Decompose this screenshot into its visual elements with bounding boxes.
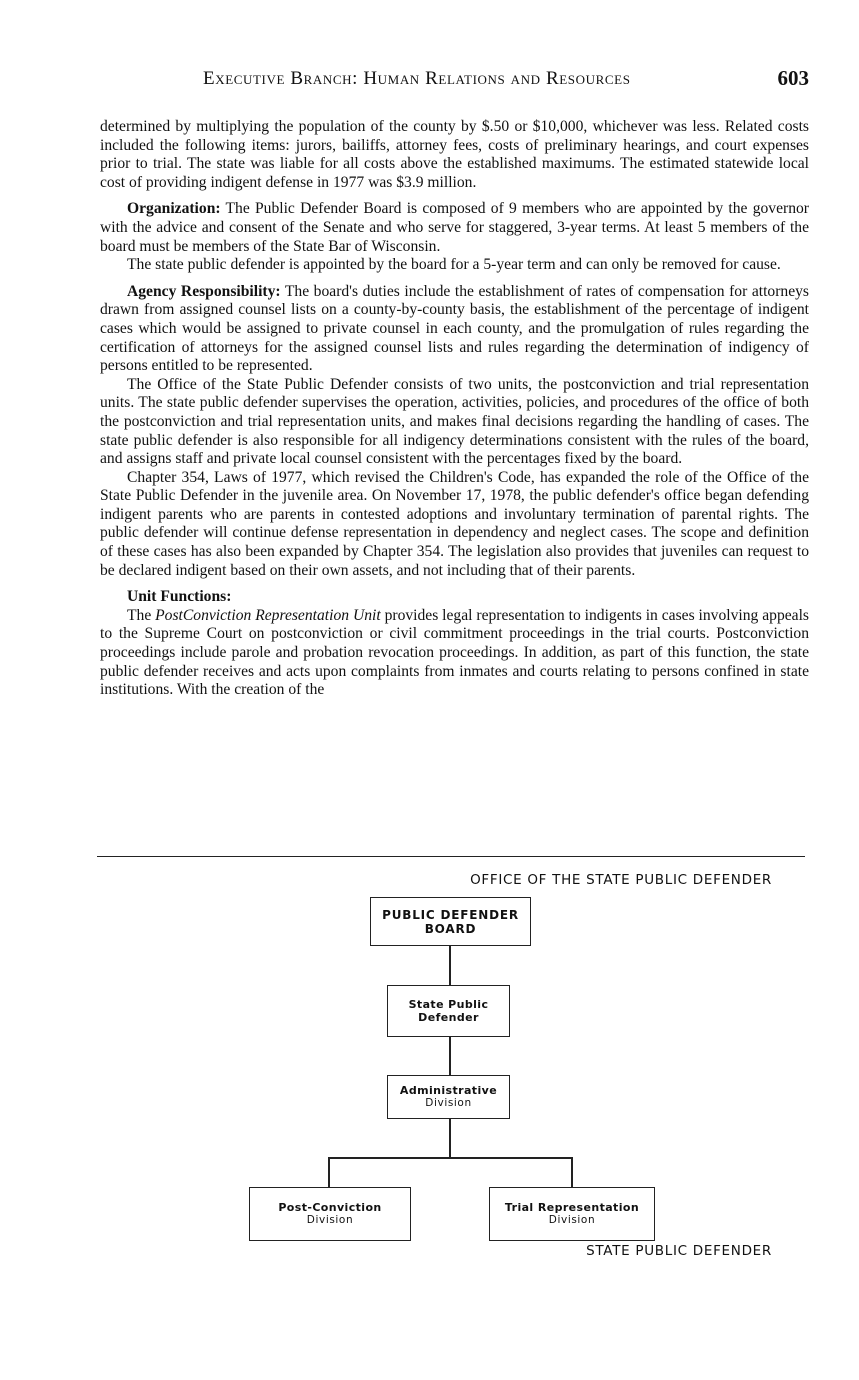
postconviction-line1: Post-Conviction — [278, 1201, 382, 1214]
postconviction-text: provides legal representation to indigents in cases involving appeals to the Supreme Court on postconviction or civil commitment proceedings in the trial courts. Postconviction proceedings include parole and probation revocation proceedings. In addition, as part of this function, the state public defender receives and acts upon complaints from inmates and courts relating to persons confined in state institutions. With the creation of the — [100, 606, 809, 699]
paragraph-appointment: The state public defender is appointed by the board for a 5-year term and can only be removed for cause. — [127, 256, 781, 274]
heading-organization: Organization: — [127, 200, 221, 218]
header-title: Executive Branch: Human Relations and Resources — [203, 68, 631, 89]
section-divider — [97, 856, 805, 857]
paragraph-organization — [100, 200, 809, 256]
organization-text: The Public Defender Board is composed of 9 members who are appointed by the governor with the advice and consent of the Senate and who serve for staggered, 3-year terms. At least 5 members of the board must be members of the State Bar of Wisconsin. — [100, 200, 809, 255]
postconviction-unit-name: PostConviction Representation Unit — [155, 606, 381, 624]
box-state-public-defender — [387, 985, 510, 1037]
org-chart-title: OFFICE OF THE STATE PUBLIC DEFENDER — [470, 872, 772, 888]
heading-unit-functions: Unit Functions: — [127, 588, 232, 606]
connector-admin-down — [449, 1118, 451, 1158]
paragraph-responsibility — [100, 283, 809, 376]
heading-agency-responsibility: Agency Responsibility: — [127, 282, 281, 300]
trial-line2: Division — [548, 1214, 596, 1226]
running-header — [100, 64, 809, 94]
box-post-conviction-division — [249, 1187, 411, 1241]
postconviction-line2: Division — [306, 1214, 354, 1226]
trial-line1: Trial Representation — [504, 1201, 640, 1214]
admin-line2: Division — [425, 1097, 472, 1109]
box-administrative-division — [387, 1075, 510, 1119]
box-public-defender-board — [370, 897, 531, 946]
responsibility-text: The board's duties include the establishment of rates of compensation for attorneys drawn from assigned counsel lists on a county-by-county basis, the establishment of the percentage of indigent cases which would be assigned to private counsel in each county, and the promulgation of rules regarding the certification of attorneys for the assigned counsel lists and rules regarding the determination of indigency of persons entitled to be represented. — [100, 282, 809, 375]
connector-horizontal — [328, 1157, 573, 1159]
paragraph-continued: determined by multiplying the population of the county by $.50 or $10,000, whichever was less. Related costs included the following items: jurors, bailiffs, attorney fees, costs of preliminary hearings, and court expenses prior to trial. The state was liable for all costs above the established maximums. The estimated statewide local cost of providing indigent defense in 1977 was $3.9 million. — [100, 118, 809, 191]
spd-line2: Defender — [418, 1011, 479, 1024]
board-line1: PUBLIC DEFENDER — [382, 907, 519, 922]
postconviction-text-lead: The — [127, 606, 156, 624]
connector-to-postconviction — [328, 1157, 330, 1188]
connector-spd-admin — [449, 1036, 451, 1076]
paragraph-office-units: The Office of the State Public Defender consists of two units, the postconviction and trial representation units. The state public defender supervises the operation, activities, policies, and procedures of the office of both the postconviction and trial representation units, and makes final decisions regarding the handling of cases. The state public defender is also responsible for all indigency determinations consistent with the rules of the board, and assigns staff and private local counsel consistent with the percentages fixed by the board. — [100, 375, 809, 468]
org-chart-footer: STATE PUBLIC DEFENDER — [586, 1243, 772, 1259]
paragraph-chapter-354: Chapter 354, Laws of 1977, which revised the Children's Code, has expanded the role of the Office of the State Public Defender in the juvenile area. On November 17, 1978, the public defender's office began defending indigent parents who are parents in contested adoptions and involuntary termination of parental rights. The public defender will continue defense representation in dependency and neglect cases. The scope and definition of these cases has also been expanded by Chapter 354. The legislation also provides that juveniles can request to be declared indigent based on their own assets, and not including that of their parents. — [100, 468, 809, 579]
body-text — [100, 118, 809, 700]
connector-board-spd — [449, 945, 451, 986]
page-number: 603 — [777, 66, 809, 90]
connector-to-trial — [571, 1157, 573, 1188]
board-line2: BOARD — [424, 921, 477, 936]
admin-line1: Administrative — [399, 1084, 498, 1097]
paragraph-unit-functions-heading — [100, 588, 809, 607]
paragraph-postconviction-unit — [100, 607, 809, 700]
box-trial-representation-division — [489, 1187, 655, 1241]
spd-line1: State Public — [408, 998, 489, 1011]
